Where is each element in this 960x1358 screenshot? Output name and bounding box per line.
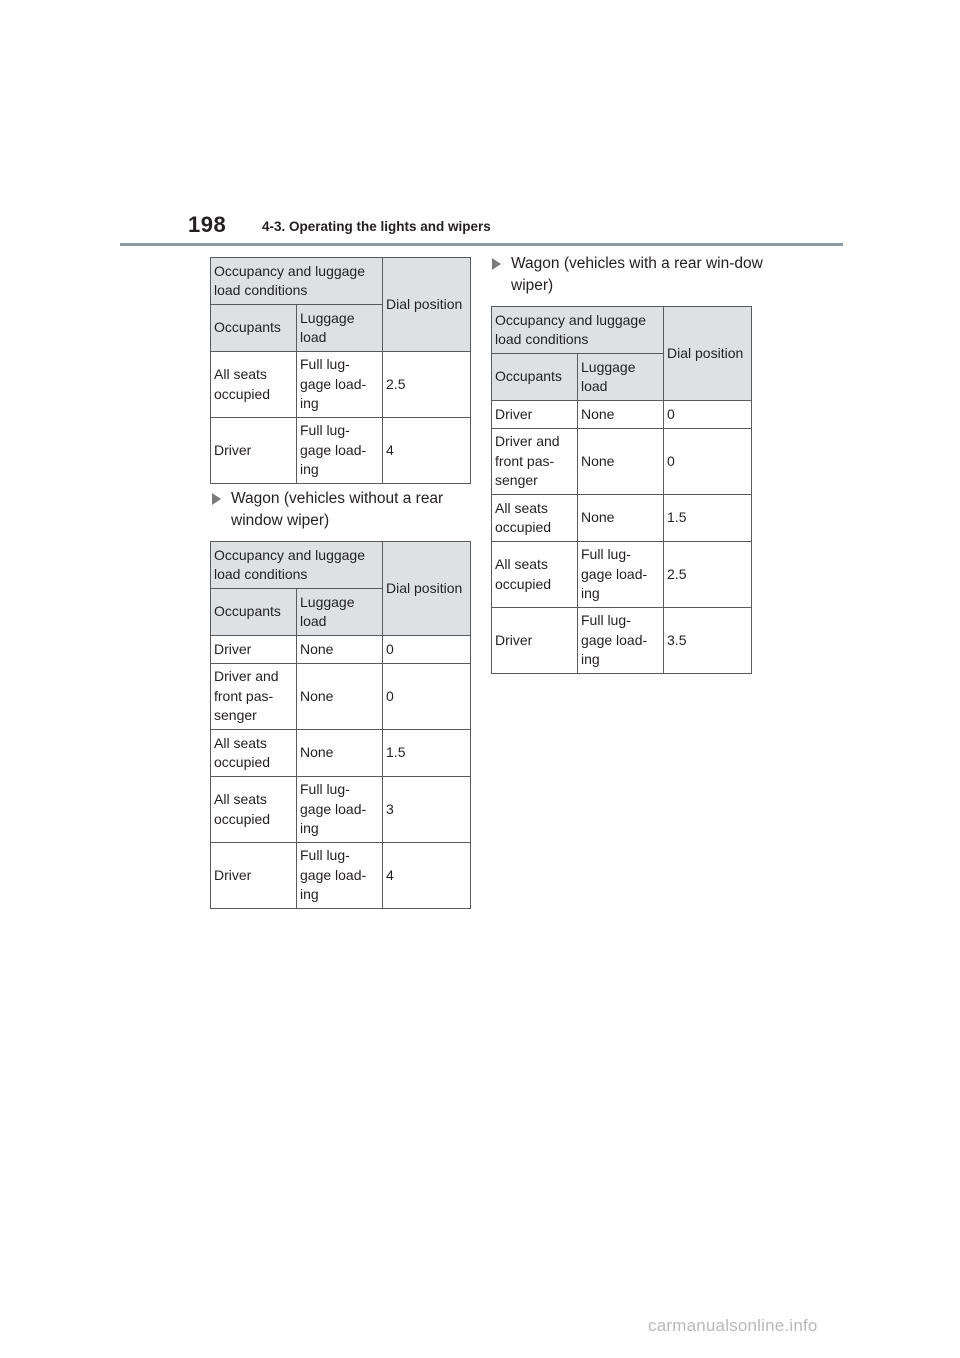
header-luggage-load: Luggage load [297, 305, 383, 352]
triangle-bullet-icon [492, 258, 501, 270]
cell-dial: 0 [664, 401, 752, 429]
table-caption-wagon-no-rear-wiper [212, 488, 481, 532]
cell-dial: 1.5 [664, 495, 752, 542]
header-luggage-load: Luggage load [578, 354, 664, 401]
cell-occupants: Driver [492, 401, 578, 429]
dial-position-table-2 [210, 541, 471, 909]
table-row [211, 843, 471, 909]
cell-dial: 2.5 [664, 542, 752, 608]
cell-dial: 3.5 [664, 608, 752, 674]
page-number: 198 [188, 212, 227, 237]
cell-dial: 0 [664, 429, 752, 495]
watermark: carmanualsonline.info [648, 1316, 818, 1335]
cell-dial: 0 [383, 664, 471, 730]
cell-occupants: Driver [211, 418, 297, 484]
table-row [211, 352, 471, 418]
header-occupancy-luggage: Occupancy and luggage load conditions [492, 307, 664, 354]
cell-dial: 4 [383, 843, 471, 909]
cell-dial: 2.5 [383, 352, 471, 418]
dial-position-table-3 [491, 306, 752, 674]
cell-occupants: Driver and front pas-senger [492, 429, 578, 495]
header-dial-position: Dial position [383, 258, 471, 352]
cell-occupants: Driver [492, 608, 578, 674]
cell-dial: 4 [383, 418, 471, 484]
cell-luggage: None [297, 730, 383, 777]
triangle-bullet-icon [212, 493, 221, 505]
cell-occupants: All seats occupied [492, 542, 578, 608]
cell-dial: 1.5 [383, 730, 471, 777]
table-row [211, 418, 471, 484]
cell-luggage: None [297, 664, 383, 730]
cell-luggage: Full lug-gage load-ing [578, 542, 664, 608]
caption-text: Wagon (vehicles with a rear win-dow wiper) [511, 255, 763, 294]
header-occupants: Occupants [211, 589, 297, 636]
cell-luggage: None [297, 636, 383, 664]
header-luggage-load: Luggage load [297, 589, 383, 636]
section-title: 4-3. Operating the lights and wipers [262, 219, 491, 234]
table-row [211, 730, 471, 777]
cell-occupants: All seats occupied [211, 352, 297, 418]
cell-occupants: Driver [211, 843, 297, 909]
cell-luggage: Full lug-gage load-ing [297, 352, 383, 418]
cell-luggage: None [578, 401, 664, 429]
header-occupancy-luggage: Occupancy and luggage load conditions [211, 258, 383, 305]
cell-occupants: All seats occupied [492, 495, 578, 542]
table-row [211, 777, 471, 843]
table-caption-wagon-with-rear-wiper [492, 253, 766, 297]
cell-dial: 3 [383, 777, 471, 843]
header-dial-position: Dial position [664, 307, 752, 401]
cell-luggage: Full lug-gage load-ing [578, 608, 664, 674]
header-occupants: Occupants [211, 305, 297, 352]
header-occupants: Occupants [492, 354, 578, 401]
cell-occupants: Driver and front pas-senger [211, 664, 297, 730]
cell-luggage: None [578, 429, 664, 495]
caption-text: Wagon (vehicles without a rear window wiper) [231, 490, 444, 529]
table-row [211, 664, 471, 730]
cell-dial: 0 [383, 636, 471, 664]
cell-luggage: Full lug-gage load-ing [297, 418, 383, 484]
header-dial-position: Dial position [383, 542, 471, 636]
cell-occupants: All seats occupied [211, 730, 297, 777]
cell-luggage: None [578, 495, 664, 542]
table-row [492, 495, 752, 542]
dial-position-table-1 [210, 257, 471, 484]
table-row [211, 636, 471, 664]
cell-luggage: Full lug-gage load-ing [297, 777, 383, 843]
header-occupancy-luggage: Occupancy and luggage load conditions [211, 542, 383, 589]
table-row [492, 542, 752, 608]
cell-occupants: Driver [211, 636, 297, 664]
table-row [492, 429, 752, 495]
table-row [492, 401, 752, 429]
cell-occupants: All seats occupied [211, 777, 297, 843]
cell-luggage: Full lug-gage load-ing [297, 843, 383, 909]
header-rule [120, 243, 843, 246]
table-row [492, 608, 752, 674]
